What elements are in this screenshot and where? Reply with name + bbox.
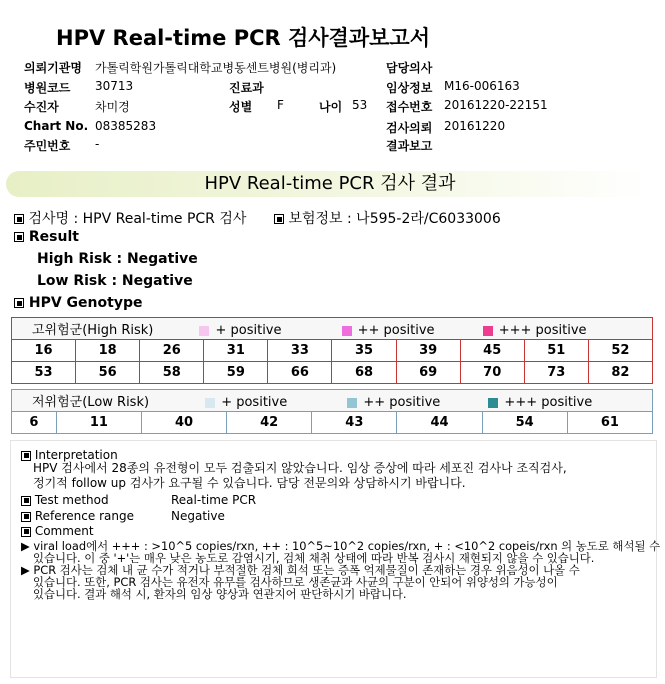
genotype-cell: 59 [204,362,268,384]
clinical-info-value: M16-006163 [444,79,520,93]
comment-label: Comment [34,524,94,538]
high-risk-table [11,317,653,384]
genotype-cell: 26 [140,340,204,362]
dept-label: 진료과 [229,81,264,95]
test-method-row [21,493,109,507]
test-method-label: Test method [34,493,109,507]
legend-item: +++ positive [483,323,587,338]
genotype-cell: 6 [12,412,57,434]
interpretation-heading-row [21,448,118,462]
comment-line-5: 있습니다. 결과 해석 시, 환자의 임상 양상과 연관지어 판단하시기 바랍니다. [33,587,407,601]
comment-row [21,524,94,538]
interpretation-text-2: 정기적 follow up 검사가 요구될 수 있습니다. 담당 전문의와 상담하시기 바랍니다. [33,476,466,490]
legend-swatch [488,398,498,408]
insurance-info: 보험정보 : 나595-2라/C6033006 [288,211,501,227]
reference-range-row [21,509,134,523]
genotype-cell: 16 [12,340,76,362]
result-banner-title: HPV Real-time PCR 검사 결과 [204,173,456,194]
genotype-cell: 40 [141,412,226,434]
genotype-cell: 39 [396,340,460,362]
genotype-cell: 58 [140,362,204,384]
legend-item: +++ positive [488,395,592,410]
interpretation-heading: Interpretation [34,448,118,462]
comment-line-1: ▶ viral load에서 +++ : >10^5 copies/rxn, ++ : 10^5~10^2 copies/rxn, + : <10^2 copeis/rxn 의 농도로 해석될 수 [21,539,661,553]
request-value: 20161220 [444,119,506,133]
low-risk-label: 저위험군(Low Risk) [32,395,150,410]
test-name-row [14,208,246,228]
genotype-cell: 45 [460,340,524,362]
institution-value: 가톨릭학원가톨릭대학교병동센트병원(병리과) [95,61,337,75]
genotype-cell: 73 [524,362,588,384]
table-row [12,362,653,384]
genotype-cell: 66 [268,362,332,384]
hospital-code-label: 병원코드 [24,81,71,95]
legend-swatch [483,326,493,336]
comment-line-2: 있습니다. 이 중 '+'는 매우 낮은 농도로 감염시기, 검체 채취 상태에 따라 반복 검사시 재현되지 않을 수 있습니다. [33,551,595,565]
genotype-cell: 52 [588,340,652,362]
report-label: 결과보고 [386,139,433,153]
genotype-cell: 53 [12,362,76,384]
genotype-cell: 43 [312,412,397,434]
genotype-cell: 31 [204,340,268,362]
result-heading-row [14,229,79,245]
genotype-cell: 44 [397,412,482,434]
genotype-cell: 61 [567,412,652,434]
checkbox-icon [21,527,31,537]
genotype-cell: 42 [227,412,312,434]
result-banner [6,171,654,197]
low-risk-table [11,389,653,434]
checkbox-icon [21,512,31,522]
table-row [12,412,653,434]
patient-value: 차미경 [95,100,130,114]
interpretation-text-1: HPV 검사에서 28종의 유전형이 모두 검출되지 않았습니다. 임상 증상에 따라 세포진 검사나 조직검사, [33,461,567,475]
reference-range-label: Reference range [34,509,134,523]
sex-label: 성별 [229,100,253,114]
doctor-label: 담당의사 [386,61,433,75]
age-label: 나이 [319,100,343,114]
genotype-cell: 35 [332,340,396,362]
genotype-cell: 69 [396,362,460,384]
legend-item: ++ positive [347,395,440,410]
genotype-cell: 51 [524,340,588,362]
institution-label: 의뢰기관명 [24,61,82,75]
receipt-no-value: 20161220-22151 [444,98,548,112]
report-title: HPV Real-time PCR 검사결과보고서 [56,26,430,50]
genotype-cell: 56 [76,362,140,384]
clinical-info-label: 임상정보 [386,81,433,95]
low-risk-result: Low Risk : Negative [37,273,193,289]
receipt-no-label: 접수번호 [386,100,433,114]
test-method-value: Real-time PCR [171,493,257,507]
high-risk-result: High Risk : Negative [37,251,198,267]
test-name: 검사명 : HPV Real-time PCR 검사 [28,211,247,227]
result-heading: Result [28,229,79,245]
genotype-cell: 70 [460,362,524,384]
genotype-cell: 82 [588,362,652,384]
resident-value: - [95,137,100,151]
comment-line-3: ▶ PCR 검사는 검체 내 균 수가 적거나 부적절한 검체 희석 또는 증폭 억제물질이 존재하는 경우 위음성이 나올 수 [21,563,580,577]
chart-label: Chart No. [24,119,89,133]
checkbox-icon [274,214,284,224]
resident-label: 주민번호 [24,139,71,153]
checkbox-icon [21,451,31,461]
legend-item: ++ positive [342,323,435,338]
genotype-cell: 33 [268,340,332,362]
comment-line-4: 있습니다. 또한, PCR 검사는 유전자 유무를 검사하므로 생존균과 사균의 구분이 안되어 위양성의 가능성이 [33,575,558,589]
request-label: 검사의뢰 [386,121,433,135]
checkbox-icon [21,496,31,506]
sex-value: F [277,98,284,112]
genotype-cell: 54 [482,412,567,434]
genotype-cell: 11 [56,412,141,434]
genotype-cell: 18 [76,340,140,362]
legend-item: + positive [199,323,281,338]
insurance-row [274,208,501,228]
legend-swatch [205,398,215,408]
checkbox-icon [14,214,24,224]
legend-swatch [342,326,352,336]
age-value: 53 [352,98,368,112]
genotype-cell: 68 [332,362,396,384]
hospital-code-value: 30713 [95,79,134,93]
legend-swatch [347,398,357,408]
chart-value: 08385283 [95,119,157,133]
genotype-heading: HPV Genotype [28,295,143,311]
legend-swatch [199,326,209,336]
reference-range-value: Negative [171,509,225,523]
legend-item: + positive [205,395,287,410]
checkbox-icon [14,298,24,308]
genotype-heading-row [14,295,142,311]
high-risk-label: 고위험군(High Risk) [32,323,154,338]
patient-label: 수진자 [24,100,59,114]
interpretation-box [10,440,661,678]
checkbox-icon [14,232,24,242]
table-row [12,340,653,362]
